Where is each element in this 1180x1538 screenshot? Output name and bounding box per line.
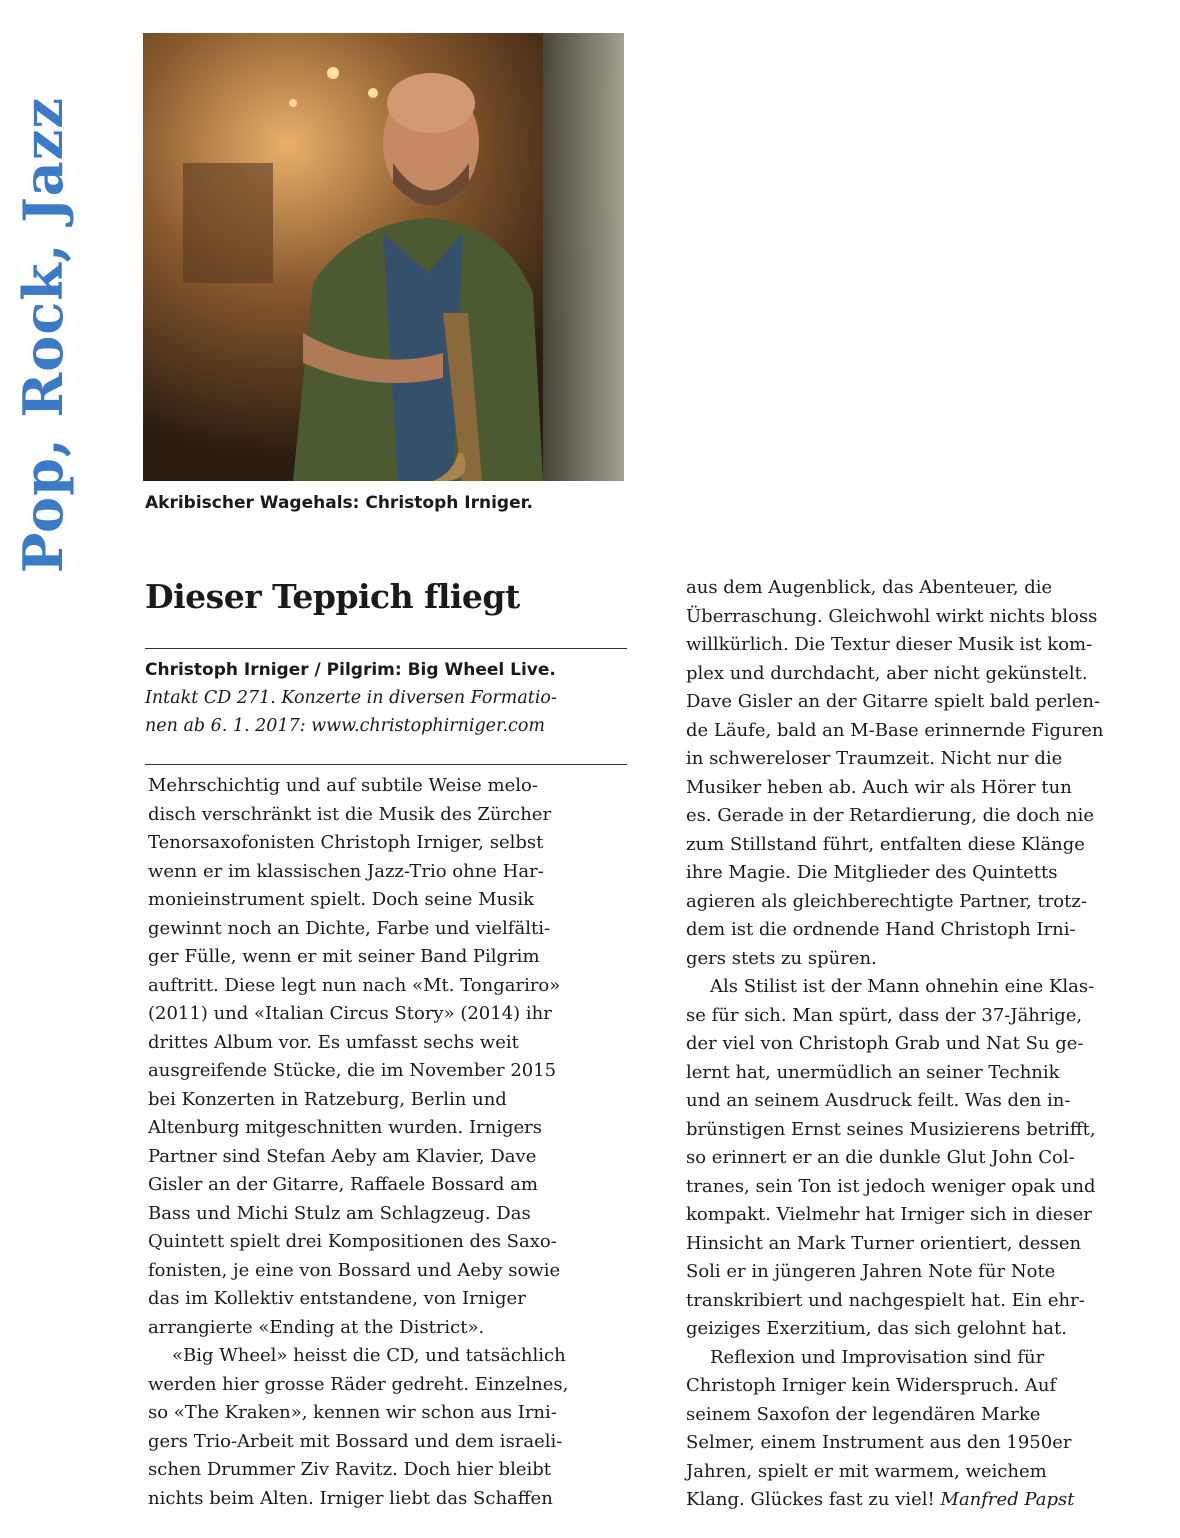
text-line: so erinnert er an die dunkle Glut John Col- <box>686 1147 1075 1168</box>
text-line: aus dem Augenblick, das Abenteuer, die <box>686 577 1053 598</box>
text-line: Dave Gisler an der Gitarre spielt bald perlen- <box>686 691 1101 712</box>
closing-text: Klang. Glückes fast zu viel! <box>686 1489 935 1510</box>
text-line: Soli er in jüngeren Jahren Note für Note <box>686 1261 1056 1282</box>
text-line: brünstigen Ernst seines Musizierens betrifft, <box>686 1118 1096 1140</box>
text-line: transkribiert und nachgespielt hat. Ein ehr- <box>686 1289 1085 1311</box>
text-line: kompakt. Vielmehr hat Irniger sich in dieser <box>686 1204 1092 1225</box>
text-line: Altenburg mitgeschnitten wurden. Irnigers <box>148 1117 543 1138</box>
text-line: agieren als gleichberechtigte Partner, trotz- <box>686 890 1087 912</box>
text-line: so «The Kraken», kennen wir schon aus Irni- <box>148 1402 557 1423</box>
text-line: schen Drummer Ziv Ravitz. Doch hier bleibt <box>148 1459 551 1480</box>
section-label-text: Pop, Rock, Jazz <box>11 96 75 574</box>
text-line: disch verschränkt ist die Musik des Zürcher <box>148 803 552 825</box>
text-line: «Big Wheel» heisst die CD, und tatsächlich <box>172 1345 566 1366</box>
article-headline: Dieser Teppich fliegt <box>145 577 520 616</box>
text-line: arrangierte «Ending at the District». <box>148 1316 485 1338</box>
text-line: nichts beim Alten. Irniger liebt das Schaffen <box>148 1487 553 1509</box>
closing-line <box>686 1486 1176 1515</box>
text-line: Tenorsaxofonisten Christoph Irniger, selbst <box>148 832 544 853</box>
text-line: Musiker heben ab. Auch wir als Hörer tun <box>686 776 1072 798</box>
text-line: Mehrschichtig und auf subtile Weise melo- <box>148 775 538 796</box>
article-column-2 <box>686 574 1176 1515</box>
text-line: dem ist die ordnende Hand Christoph Irni- <box>686 919 1076 940</box>
text-line: Partner sind Stefan Aeby am Klavier, Dave <box>148 1145 537 1167</box>
text-line: und an seinem Ausdruck feilt. Was den in- <box>686 1090 1071 1111</box>
text-line: der viel von Christoph Grab und Nat Su ge- <box>686 1033 1084 1054</box>
text-line: das im Kollektiv entstandene, von Irniger <box>148 1288 526 1309</box>
text-line: zum Stillstand führt, entfalten diese Klänge <box>686 833 1085 855</box>
text-line: gers stets zu spüren. <box>686 947 877 969</box>
text-line: Bass und Michi Stulz am Schlagzeug. Das <box>148 1202 531 1224</box>
text-line: gewinnt noch an Dichte, Farbe und vielfälti- <box>148 917 551 939</box>
text-line: Christoph Irniger kein Widerspruch. Auf <box>686 1375 1057 1396</box>
text-line: fonisten, je eine von Bossard und Aeby sowie <box>148 1259 561 1281</box>
divider-top <box>145 648 627 649</box>
text-line: Als Stilist ist der Mann ohnehin eine Klas- <box>710 976 1095 997</box>
section-label <box>8 30 78 640</box>
text-line: Gisler an der Gitarre, Raffaele Bossard am <box>148 1174 538 1195</box>
divider-bottom <box>145 764 627 765</box>
text-line: monieinstrument spielt. Doch seine Musik <box>148 889 534 910</box>
text-line: de Läufe, bald an M-Base erinnernde Figuren <box>686 719 1104 741</box>
text-line: (2011) und «Italian Circus Story» (2014) ihr <box>148 1003 552 1024</box>
portrait-illustration <box>143 33 624 481</box>
text-line: Überraschung. Gleichwohl wirkt nichts bloss <box>686 605 1098 627</box>
text-line: plex und durchdacht, aber nicht gekünstelt. <box>686 662 1088 684</box>
text-line: ausgreifende Stücke, die im November 2015 <box>148 1060 557 1081</box>
text-line: drittes Album vor. Es umfasst sechs weit <box>148 1031 519 1053</box>
text-line: gers Trio-Arbeit mit Bossard und dem israeli- <box>148 1430 563 1452</box>
text-line: tranes, sein Ton ist jedoch weniger opak und <box>686 1175 1096 1197</box>
author-name: Manfred Papst <box>940 1489 1075 1510</box>
album-info-line-2: nen ab 6. 1. 2017: www.christophirniger.com <box>145 716 545 736</box>
text-line: geiziges Exerzitium, das sich gelohnt hat. <box>686 1318 1067 1339</box>
album-info-line-1: Intakt CD 271. Konzerte in diversen Formatio- <box>145 688 557 708</box>
text-line: Quintett spielt drei Kompositionen des Saxo- <box>148 1231 557 1252</box>
photo-caption: Akribischer Wagehals: Christoph Irniger. <box>145 493 534 513</box>
text-line: Reflexion und Improvisation sind für <box>710 1346 1045 1368</box>
text-line: bei Konzerten in Ratzeburg, Berlin und <box>148 1088 507 1110</box>
text-line: Selmer, einem Instrument aus den 1950er <box>686 1432 1072 1453</box>
text-line: Hinsicht an Mark Turner orientiert, dessen <box>686 1232 1082 1254</box>
text-line: wenn er im klassischen Jazz-Trio ohne Har- <box>148 860 544 882</box>
text-line: es. Gerade in der Retardierung, die doch nie <box>686 805 1095 826</box>
text-line: lernt hat, unermüdlich an seiner Technik <box>686 1061 1060 1083</box>
text-line: seinem Saxofon der legendären Marke <box>686 1403 1041 1425</box>
text-line: willkürlich. Die Textur dieser Musik ist kom- <box>686 634 1093 655</box>
text-line: ger Fülle, wenn er mit seiner Band Pilgrim <box>148 946 540 967</box>
text-line: werden hier grosse Räder gedreht. Einzelnes, <box>148 1373 569 1395</box>
portrait-photo <box>143 33 624 481</box>
album-info-title: Christoph Irniger / Pilgrim: Big Wheel Live. <box>145 660 556 680</box>
text-line: se für sich. Man spürt, dass der 37-Jährige, <box>686 1004 1083 1026</box>
text-line: in schwereloser Traumzeit. Nicht nur die <box>686 748 1063 769</box>
article-column-1 <box>148 772 638 1513</box>
text-line: ihre Magie. Die Mitglieder des Quintetts <box>686 862 1058 883</box>
text-line: Jahren, spielt er mit warmem, weichem <box>686 1460 1047 1482</box>
text-line: auftritt. Diese legt nun nach «Mt. Tongariro» <box>148 974 561 996</box>
